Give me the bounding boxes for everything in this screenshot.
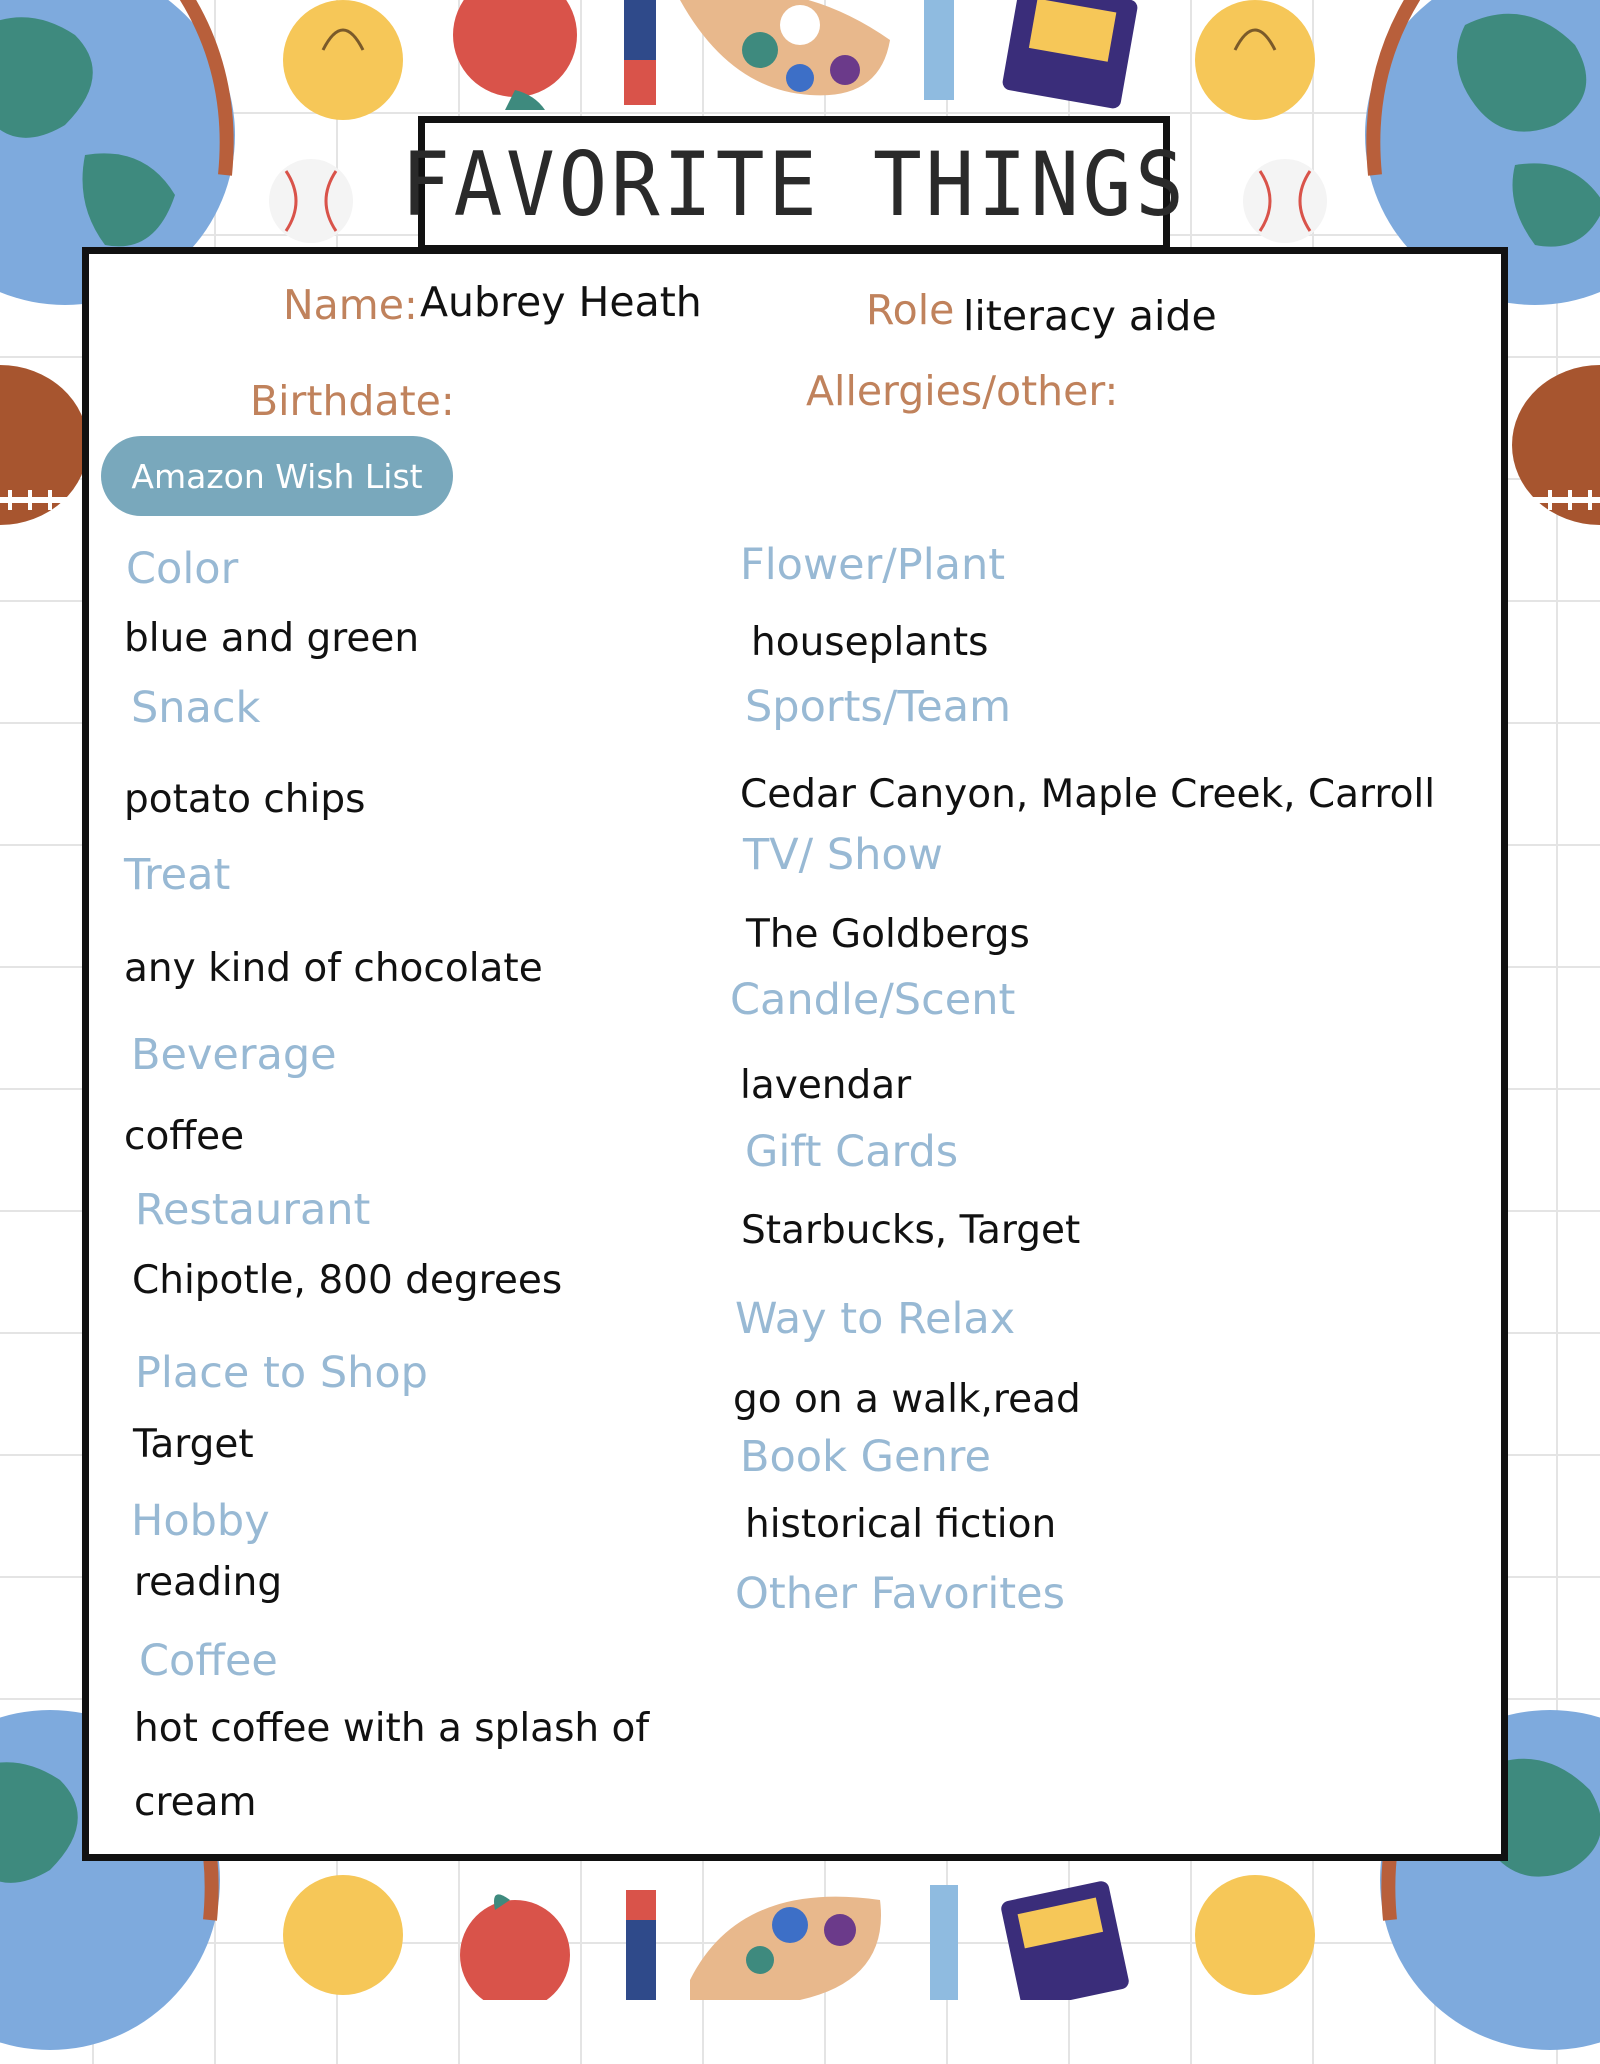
category-value-snack: potato chips [124,777,366,822]
pencil-icon [622,0,658,110]
category-value-hobby: reading [134,1560,283,1605]
category-value-coffee: hot coffee with a splash of [134,1706,650,1751]
amazon-wish-list-button[interactable]: Amazon Wish List [101,436,453,516]
category-value-gift-cards: Starbucks, Target [741,1208,1081,1253]
calculator-icon [1000,1880,1130,2000]
paint-palette-icon [680,1870,900,2000]
category-value-restaurant: Chipotle, 800 degrees [132,1258,563,1303]
category-value-book-genre: historical fiction [745,1502,1057,1547]
category-label-tv-show: TV/ Show [743,830,943,880]
apple-icon [445,0,585,110]
baseball-icon [1240,156,1330,246]
allergies-label: Allergies/other: [806,367,1119,415]
category-label-treat: Treat [124,850,231,900]
baseball-icon [266,156,356,246]
category-value-place-to-shop: Target [133,1422,254,1467]
pencil-icon [922,0,956,110]
lightbulb-icon [1190,0,1320,140]
lightbulb-icon [278,0,408,140]
category-label-gift-cards: Gift Cards [745,1127,959,1177]
name-label: Name: [283,281,418,329]
lightbulb-icon [278,1870,408,2000]
category-label-snack: Snack [131,683,261,733]
category-value-beverage: coffee [124,1114,245,1159]
paint-palette-icon [670,0,900,110]
category-label-other-favorites: Other Favorites [735,1569,1065,1619]
category-value-sports-team: Cedar Canyon, Maple Creek, Carroll [740,772,1436,817]
category-label-way-to-relax: Way to Relax [735,1294,1016,1344]
calculator-icon [1000,0,1140,115]
category-label-book-genre: Book Genre [740,1432,991,1482]
category-label-sports-team: Sports/Team [745,682,1011,732]
role-value: literacy aide [963,292,1217,340]
football-icon [1510,360,1600,530]
category-value-way-to-relax: go on a walk,read [733,1377,1081,1422]
category-value-tv-show: The Goldbergs [746,912,1030,957]
lightbulb-icon [1190,1870,1320,2000]
category-label-flower-plant: Flower/Plant [740,540,1006,590]
category-label-color: Color [126,544,239,594]
role-label: Role [866,286,955,334]
category-value-treat: any kind of chocolate [124,946,543,991]
category-value-coffee-line-2: cream [134,1780,257,1825]
category-label-place-to-shop: Place to Shop [135,1348,428,1398]
category-value-color: blue and green [124,616,420,661]
category-label-candle-scent: Candle/Scent [730,975,1016,1025]
football-icon [0,360,90,530]
pencil-icon [928,1885,960,2000]
apple-icon [450,1885,580,2000]
category-label-beverage: Beverage [131,1030,337,1080]
pencil-icon [624,1890,658,2000]
category-value-candle-scent: lavendar [740,1063,912,1108]
name-value: Aubrey Heath [420,278,702,326]
category-label-hobby: Hobby [131,1496,270,1546]
page-title: FAVORITE THINGS [400,132,1188,236]
category-value-flower-plant: houseplants [751,620,989,665]
birthdate-label: Birthdate: [250,377,455,425]
category-label-coffee: Coffee [139,1636,278,1686]
title-banner [400,116,1188,252]
category-label-restaurant: Restaurant [135,1185,371,1235]
